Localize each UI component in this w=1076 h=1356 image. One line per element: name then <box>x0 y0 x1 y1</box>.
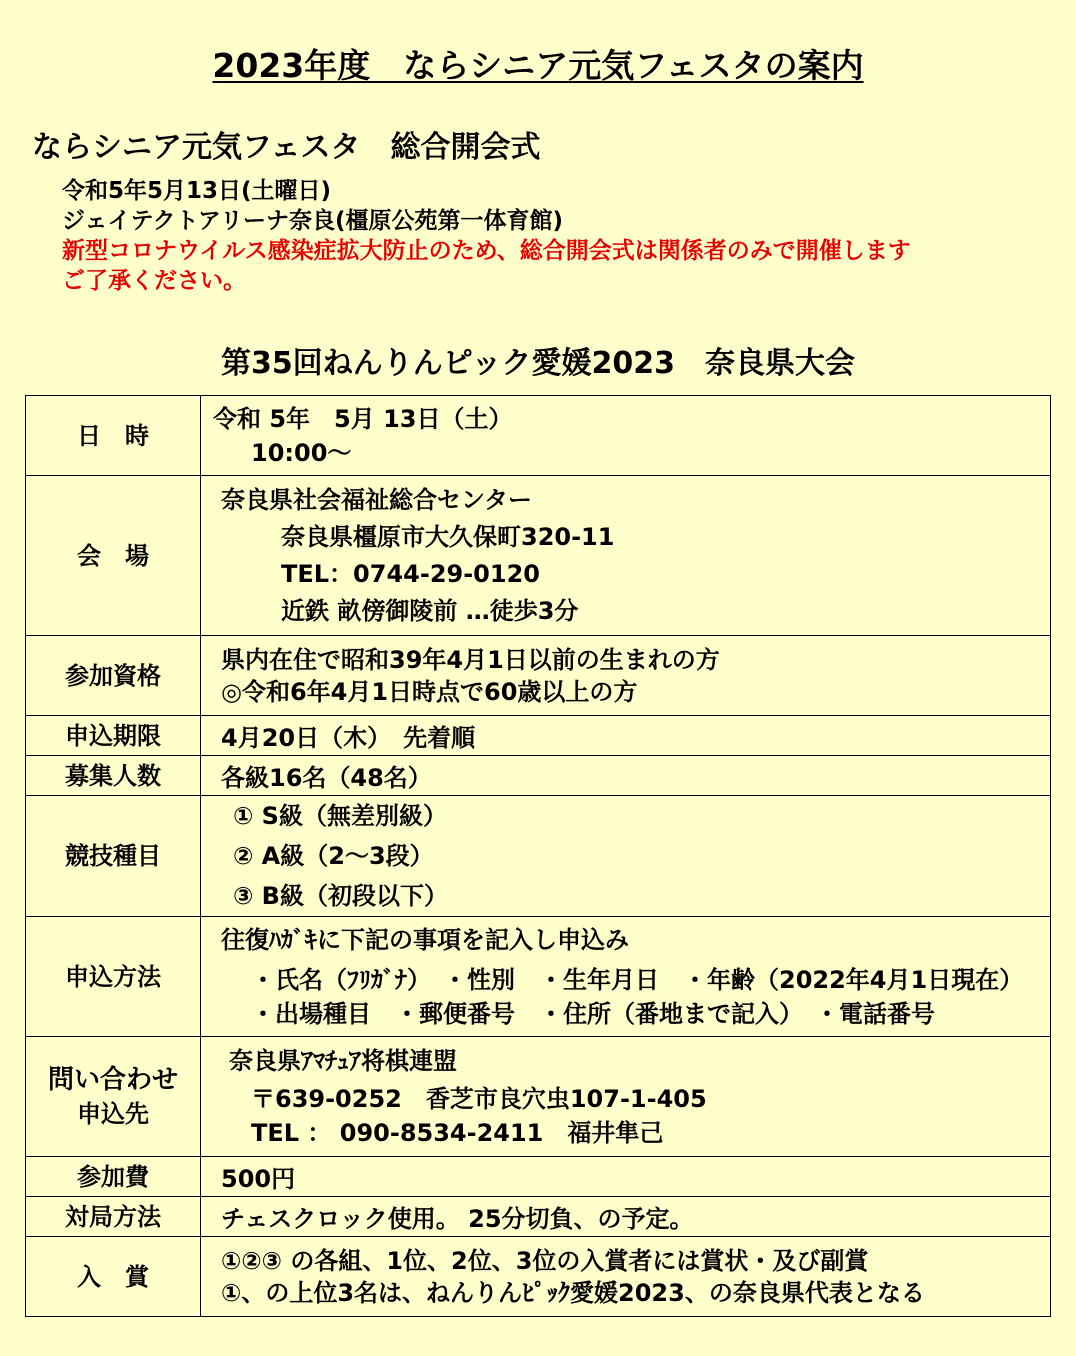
label-capacity: 募集人数 <box>26 756 201 796</box>
opening-notice-2: ご了承ください。 <box>62 268 246 294</box>
opening-notice-1: 新型コロナウイルス感染症拡大防止のため、総合開会式は関係者のみで開催します <box>62 238 911 264</box>
capacity-value: 各級16名（48名） <box>201 756 1051 796</box>
prize-line-1: ①②③ の各組、1位、2位、3位の入賞者には賞状・及び副賞 <box>221 1246 869 1275</box>
prize-line-2: ①、の上位3名は、ねんりんﾋﾟｯｸ愛媛2023、の奈良県代表となる <box>221 1278 925 1307</box>
tournament-heading: 第35回ねんりんピック愛媛2023 奈良県大会 <box>220 346 856 381</box>
row-venue <box>26 476 1051 636</box>
match-value: チェスクロック使用。 25分切負、の予定。 <box>201 1197 1051 1237</box>
info-table <box>25 395 1051 1317</box>
label-method: 申込方法 <box>26 917 201 1037</box>
row-events <box>26 796 1051 917</box>
label-datetime: 日 時 <box>26 396 201 476</box>
label-match: 対局方法 <box>26 1197 201 1237</box>
event-item: ③ B級（初段以下） <box>233 882 448 910</box>
datetime-date: 令和 5年 5月 13日（土） <box>213 404 513 433</box>
datetime-time: 10:00～ <box>251 438 352 467</box>
row-method <box>26 917 1051 1037</box>
row-match <box>26 1197 1051 1237</box>
venue-access: 近鉄 畝傍御陵前 …徒歩3分 <box>281 596 579 625</box>
row-contact <box>26 1037 1051 1157</box>
contact-org: 奈良県ｱﾏﾁｭｱ将棋連盟 <box>229 1046 457 1075</box>
label-eligibility: 参加資格 <box>26 636 201 716</box>
row-fee <box>26 1157 1051 1197</box>
event-item: ① S級（無差別級） <box>233 802 447 830</box>
label-fee: 参加費 <box>26 1157 201 1197</box>
label-venue: 会 場 <box>26 476 201 636</box>
label-contact-1: 問い合わせ <box>47 1064 178 1095</box>
row-eligibility <box>26 636 1051 716</box>
contact-tel: TEL ： 090-8534-2411 福井隼己 <box>251 1118 664 1147</box>
eligibility-line-1: 県内在住で昭和39年4月1日以前の生まれの方 <box>221 645 720 674</box>
method-line-1: 往復ﾊｶﾞｷに下記の事項を記入し申込み <box>221 925 629 954</box>
opening-venue: ジェイテクトアリーナ奈良(橿原公苑第一体育館) <box>62 208 564 234</box>
contact-address: 〒639-0252 香芝市良穴虫107-1-405 <box>251 1084 707 1113</box>
page-title: 2023年度 ならシニア元気フェスタの案内 <box>212 46 864 85</box>
eligibility-line-2: ◎令和6年4月1日時点で60歳以上の方 <box>221 677 638 706</box>
fee-value: 500円 <box>201 1157 1051 1197</box>
opening-details <box>62 176 911 296</box>
venue-address: 奈良県橿原市大久保町320-11 <box>281 522 615 551</box>
row-deadline <box>26 716 1051 756</box>
row-datetime <box>26 396 1051 476</box>
venue-name: 奈良県社会福祉総合センター <box>221 485 533 514</box>
label-events: 競技種目 <box>26 796 201 917</box>
event-item: ② A級（2～3段） <box>233 842 434 870</box>
deadline-value: 4月20日（木） 先着順 <box>201 716 1051 756</box>
label-contact-2: 申込先 <box>77 1099 149 1128</box>
row-capacity <box>26 756 1051 796</box>
opening-heading: ならシニア元気フェスタ 総合開会式 <box>32 130 541 165</box>
label-prize: 入 賞 <box>26 1237 201 1317</box>
label-deadline: 申込期限 <box>26 716 201 756</box>
method-line-2: ・氏名（ﾌﾘｶﾞﾅ） ・性別 ・生年月日 ・年齢（2022年4月1日現在） <box>251 965 1024 994</box>
row-prize <box>26 1237 1051 1317</box>
method-line-3: ・出場種目 ・郵便番号 ・住所（番地まで記入） ・電話番号 <box>251 999 935 1028</box>
venue-tel: TEL：0744-29-0120 <box>281 559 540 588</box>
opening-date: 令和5年5月13日(土曜日) <box>62 178 332 204</box>
